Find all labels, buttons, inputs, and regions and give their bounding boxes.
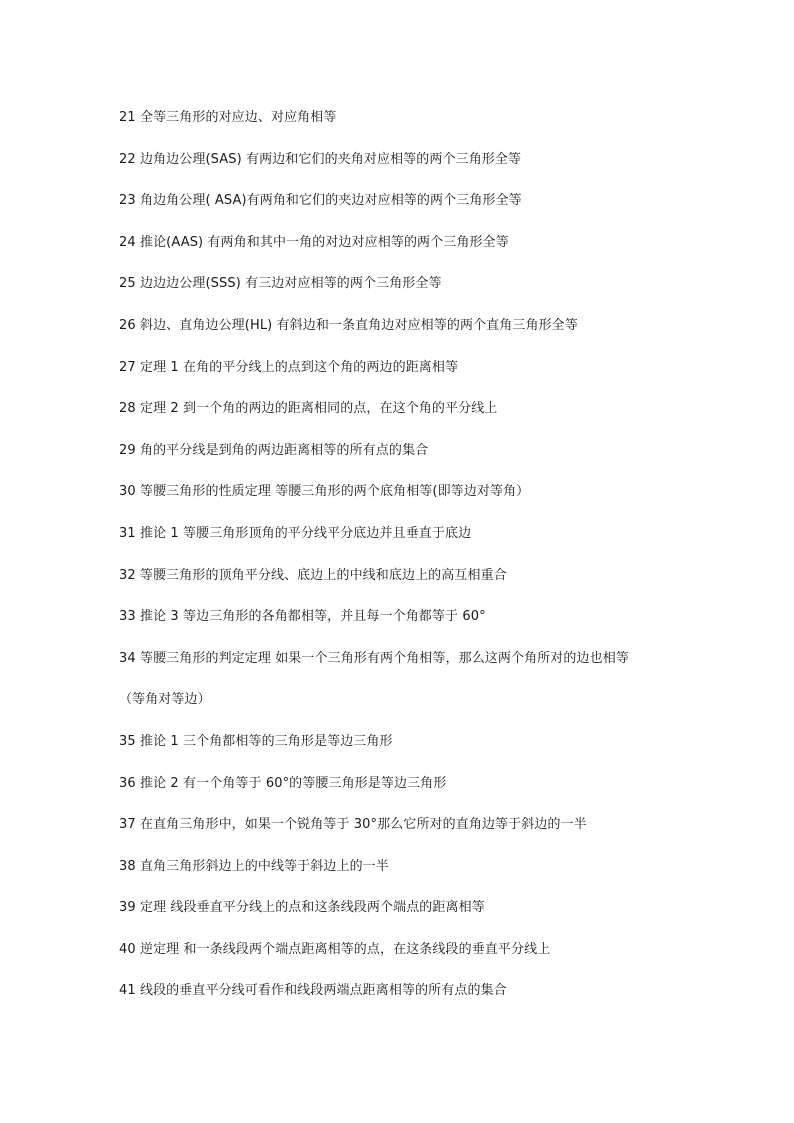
theorem-21: 21 全等三角形的对应边、对应角相等 xyxy=(119,110,337,125)
theorem-24: 24 推论(AAS) 有两角和其中一角的对边对应相等的两个三角形全等 xyxy=(119,234,509,250)
theorem-34: 34 等腰三角形的判定定理 如果一个三角形有两个角相等，那么这两个角所对的边也相等 xyxy=(119,650,629,666)
theorem-40: 40 逆定理 和一条线段两个端点距离相等的点，在这条线段的垂直平分线上 xyxy=(119,941,551,957)
theorem-26: 26 斜边、直角边公理(HL) 有斜边和一条直角边对应相等的两个直角三角形全等 xyxy=(119,317,578,333)
theorem-22: 22 边角边公理(SAS) 有两边和它们的夹角对应相等的两个三角形全等 xyxy=(119,151,522,167)
theorem-32: 32 等腰三角形的顶角平分线、底边上的中线和底边上的高互相重合 xyxy=(119,567,507,583)
theorem-28: 28 定理 2 到一个角的两边的距离相同的点，在这个角的平分线上 xyxy=(119,401,498,417)
theorem-23: 23 角边角公理( ASA)有两角和它们的夹边对应相等的两个三角形全等 xyxy=(119,193,522,209)
theorem-41: 41 线段的垂直平分线可看作和线段两端点距离相等的所有点的集合 xyxy=(119,983,507,999)
theorem-29: 29 角的平分线是到角的两边距离相等的所有点的集合 xyxy=(119,442,429,458)
theorem-37: 37 在直角三角形中，如果一个锐角等于 30°那么它所对的直角边等于斜边的一半 xyxy=(119,817,587,833)
theorem-34-continuation: （等角对等边） xyxy=(119,692,211,708)
theorem-35: 35 推论 1 三个角都相等的三角形是等边三角形 xyxy=(119,733,393,749)
theorem-38: 38 直角三角形斜边上的中线等于斜边上的一半 xyxy=(119,858,389,874)
theorem-36: 36 推论 2 有一个角等于 60°的等腰三角形是等边三角形 xyxy=(119,775,447,791)
theorem-25: 25 边边边公理(SSS) 有三边对应相等的两个三角形全等 xyxy=(119,276,442,292)
theorem-33: 33 推论 3 等边三角形的各角都相等，并且每一个角都等于 60° xyxy=(119,609,486,625)
theorem-27: 27 定理 1 在角的平分线上的点到这个角的两边的距离相等 xyxy=(119,359,459,375)
theorem-31: 31 推论 1 等腰三角形顶角的平分线平分底边并且垂直于底边 xyxy=(119,525,472,541)
theorem-list xyxy=(119,108,719,1023)
theorem-30: 30 等腰三角形的性质定理 等腰三角形的两个底角相等(即等边对等角） xyxy=(119,484,530,500)
theorem-39: 39 定理 线段垂直平分线上的点和这条线段两个端点的距离相等 xyxy=(119,900,485,916)
